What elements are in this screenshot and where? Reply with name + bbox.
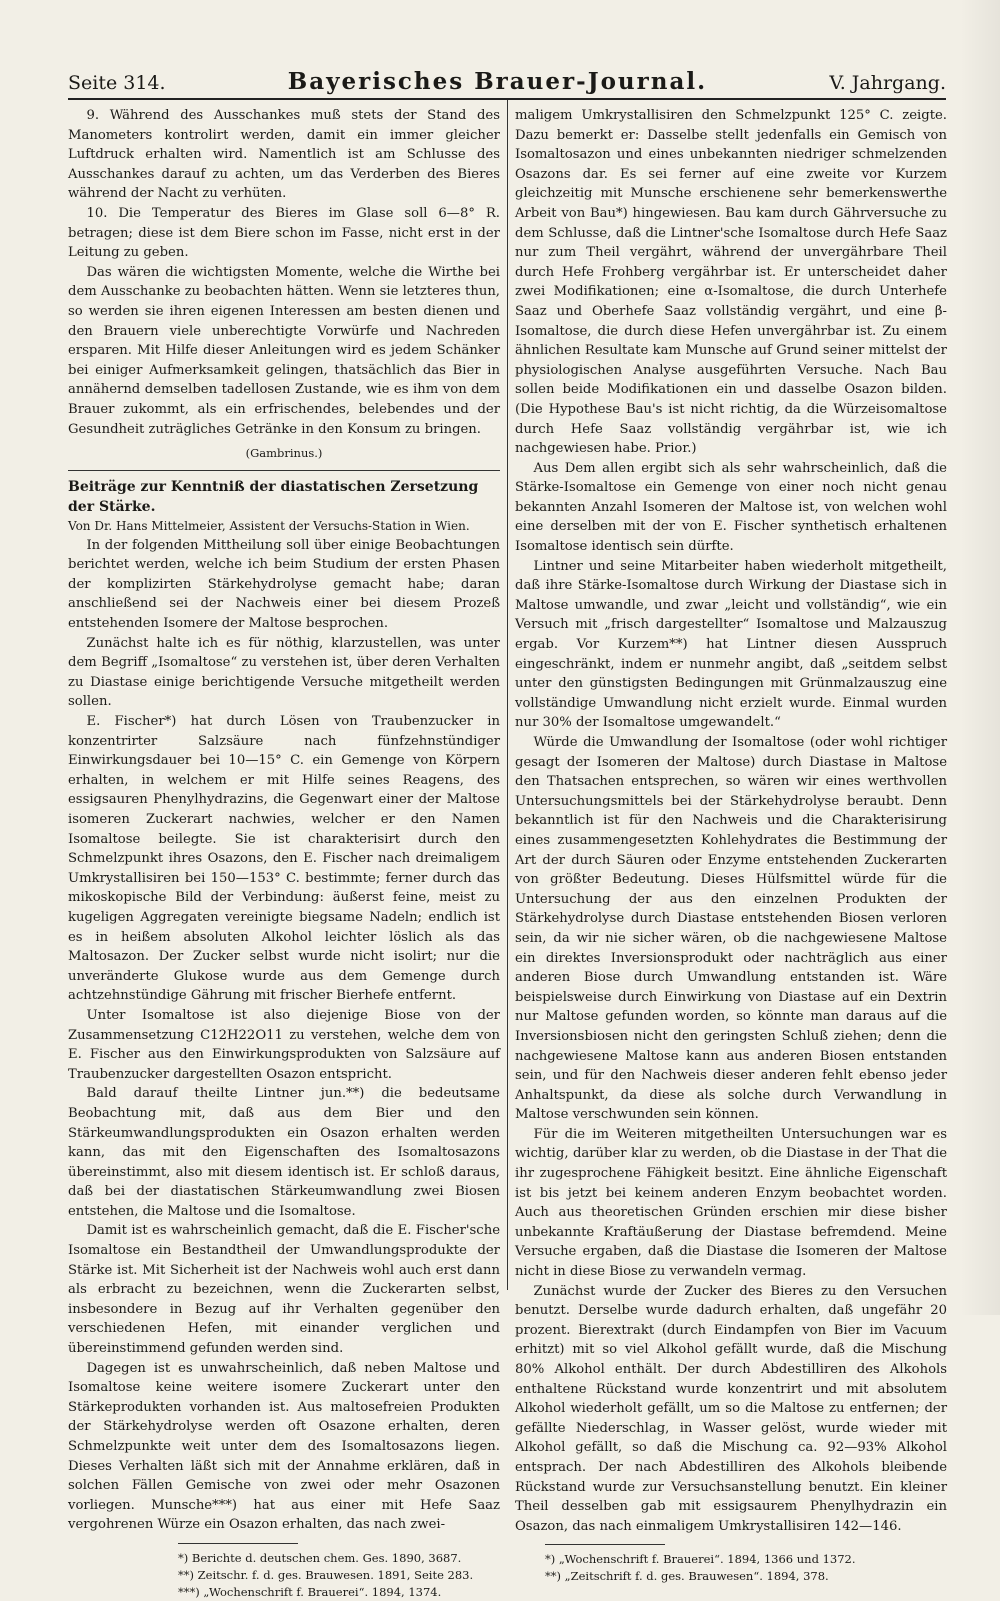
paragraph: Aus Dem allen ergibt sich als sehr wahrscheinlich, daß die Stärke-Isomaltose ein Gemenge von einer noch nicht genau bekannten Anzahl Isomeren der Maltose ist, von welchen wohl eine derselben mit der von E. Fischer synthetisch erhaltenen Isomaltose identisch sein dürfte. <box>515 460 947 555</box>
footnote: **) „Zeitschrift f. d. ges. Brauwesen“. 1894, 378. <box>545 1569 829 1584</box>
footnote: ***) „Wochenschrift f. Brauerei“. 1894, 1374. <box>178 1584 442 1599</box>
paragraph: maligem Umkrystallisiren den Schmelzpunkt 125° C. zeigte. Dazu bemerkt er: Dasselbe stellt jedenfalls ein Gemisch von Isomaltosazon und eines unbekannten niedriger schmelzenden Osazons dar. Es sei ferner auf eine zweite vor Kurzem gleichzeitig mit Munsche erschienene sehr bemerkenswerthe Arbeit von Bau*) hingewiesen. Bau kam durch Gährversuche zu dem Schlusse, daß die Lintner'sche Isomaltose durch Hefe Saaz nur zum Theil vergährt, während der unvergährbare Theil durch Hefe Frohberg vergährbar ist. Er unterscheidet daher zwei Modifikationen; eine α-Isomaltose, die durch Unterhefe Saaz und Oberhefe Saaz vollständig vergährt, und eine β-Isomaltose, die durch diese Hefen unvergährbar ist. Zu einem ähnlichen Resultate kam Munsche auf Grund seiner mittelst der physiologischen Analyse ausgeführten Versuche. Nach Bau sollen beide Modifikationen ein und dasselbe Osazon bilden. (Die Hypothese Bau's ist nicht richtig, da die Würzeisomaltose durch Hefe Saaz vollständig vergährbar ist, wie ich nachgewiesen habe. Prior.) <box>515 108 947 457</box>
paragraph: Würde die Umwandlung der Isomaltose (oder wohl richtiger gesagt der Isomeren der Maltose) durch Diastase in Maltose den Thatsachen entsprechen, so wären wir eines werthvollen Untersuchungsmittels bei der Stärkehydrolyse beraubt. Denn bekanntlich ist für den Nachweis und die Charakterisirung eines zusammengesetzten Kohlehydrates die Bestimmung der Art der durch Säuren oder Enzyme entstehenden Zuckerarten von größter Bedeutung. Dieses Hülfsmittel würde für die Untersuchung der aus den einzelnen Produkten der Stärkehydrolyse durch Diastase entstehenden Biosen verloren sein, da wir nie sicher wären, ob die nachgewiesene Maltose ein direktes Inversionsprodukt oder nachträglich aus einer anderen Biose durch Umwandlung entstanden ist. Wäre beispielsweise durch Einwirkung von Diastase auf ein Dextrin nur Maltose gefunden worden, so könnte man daraus auf die Inversionsbiosen nicht den geringsten Schluß ziehen; denn die nachgewiesene Maltose kann aus anderen Biosen entstanden sein, und für den Nachweis dieser anderen fehlt ebenso jeder Anhaltspunkt, da diese als solche durch Verwandlung in Maltose verschwunden sein können. <box>515 735 947 1123</box>
paragraph: Unter Isomaltose ist also diejenige Biose von der Zusammensetzung C12H22O11 zu verstehen, welche dem von E. Fischer aus den Einwirkungsprodukten von Salzsäure auf Traubenzucker dargestellten Osazon entspricht. <box>68 1007 500 1082</box>
column-divider <box>507 100 508 1290</box>
article-byline: Von Dr. Hans Mittelmeier, Assistent der Versuchs-Station in Wien. <box>68 518 470 533</box>
paragraph: 9. Während des Ausschankes muß stets der Stand des Manometers kontrolirt werden, damit ein immer gleicher Luftdruck erhalten wird. Namentlich ist am Schlusse des Ausschankes darauf zu achten, um das Verderben des Bieres während der Nacht zu verhüten. <box>68 108 500 202</box>
paragraph: Bald darauf theilte Lintner jun.**) die bedeutsame Beobachtung mit, daß aus dem Bier und den Stärkeumwandlungsprodukten ein Osazon erhalten werden kann, das mit den Eigenschaften des Isomaltosazons übereinstimmt, also mit diesem identisch ist. Er schloß daraus, daß bei der diastatischen Stärkeumwandlung zwei Biosen entstehen, die Maltose und die Isomaltose. <box>68 1086 500 1219</box>
page-number: Seite 314. <box>68 72 166 94</box>
paragraph: Damit ist es wahrscheinlich gemacht, daß die E. Fischer'sche Isomaltose ein Bestandtheil der Umwandlungsprodukte der Stärke ist. Mit Sicherheit ist der Nachweis wohl auch erst dann als erbracht zu bezeichnen, wenn die Zuckerarten selbst, insbesondere in Bezug auf ihr Verhalten gegenüber den verschiedenen Hefen, mit einander verglichen und übereinstimmend gefunden werden sind. <box>68 1223 500 1357</box>
paragraph: Lintner und seine Mitarbeiter haben wiederholt mitgetheilt, daß ihre Stärke-Isomaltose durch Wirkung der Diastase sich in Maltose umwandle, und zwar „leicht und vollständig“, wie ein Versuch mit „frisch dargestellter“ Isomaltose und Malzauszug ergab. Vor Kurzem**) hat Lintner diesen Ausspruch eingeschränkt, indem er nunmehr angibt, daß „seitdem selbst unter den günstigsten Bedingungen mit Grünmalzauszug eine vollständige Umwandlung nicht erzielt wurde. Einmal wurden nur 30% der Isomaltose umgewandelt.“ <box>515 558 947 731</box>
paragraph: Zunächst halte ich es für nöthig, klarzustellen, was unter dem Begriff „Isomaltose“ zu verstehen ist, über deren Verhalten zu Diastase einige berichtigende Versuche mitgetheilt werden sollen. <box>68 635 500 710</box>
page-header <box>68 68 946 98</box>
page-edge-shadow <box>960 0 1000 1315</box>
right-column <box>515 106 947 1585</box>
paragraph: 10. Die Temperatur des Bieres im Glase soll 6—8° R. betragen; diese ist dem Biere schon im Fasse, nicht erst in der Leitung zu geben. <box>68 205 500 261</box>
paragraph: Dagegen ist es unwahrscheinlich, daß neben Maltose und Isomaltose keine weitere isomere Zuckerart unter den Stärkeprodukten vorhanden ist. Aus maltosefreien Produkten der Stärkehydrolyse werden oft Osazone erhalten, deren Schmelzpunkte weit unter dem des Isomaltosazons liegen. Dieses Verhalten läßt sich mit der Annahme erklären, daß in solchen Fällen Gemische von zwei oder mehr Osazonen vorliegen. Munsche***) hat aus einer mit Hefe Saaz vergohrenen Würze ein Osazon erhalten, das nach zwei- <box>68 1360 500 1533</box>
paragraph: In der folgenden Mittheilung soll über einige Beobachtungen berichtet werden, welche ich beim Studium der ersten Phasen der komplizirten Stärkehydrolyse gemacht habe; daran anschließend sei der Nachweis einer bei diesem Prozeß entstehenden Isomere der Maltose besprochen. <box>68 537 500 632</box>
section-separator <box>68 470 500 471</box>
footnote-rule <box>545 1544 665 1545</box>
paragraph: E. Fischer*) hat durch Lösen von Traubenzucker in konzentrirter Salzsäure nach fünfzehnstündiger Einwirkungsdauer bei 10—15° C. ein Gemenge von Körpern erhalten, in welchem er mit Hilfe seines Reagens, des essigsauren Phenylhydrazins, die Gegenwart einer der Maltose isomeren Zuckerart nachwies, welcher er den Namen Isomaltose beilegte. Sie ist charakterisirt durch den Schmelzpunkt ihres Osazons, den E. Fischer nach dreimaligem Umkrystallisiren bei 150—153° C. bestimmte; ferner durch das mikoskopische Bild der Verbindung: äußerst feine, meist zu kugeligen Aggregaten vereinigte biegsame Nadeln; endlich ist es in heißem absoluten Alkohol leichter löslich als das Maltosazon. Der Zucker selbst wurde nicht isolirt; nur die unveränderte Glukose wurde aus dem Gemenge durch achtzehnstündige Gährung mit frischer Bierhefe entfernt. <box>68 714 500 1004</box>
footnote: **) Zeitschr. f. d. ges. Brauwesen. 1891, Seite 283. <box>178 1567 474 1582</box>
volume-label: V. Jahrgang. <box>829 72 946 94</box>
paragraph: Das wären die wichtigsten Momente, welche die Wirthe bei dem Ausschanke zu beobachten hätten. Wenn sie letzteres thun, so werden sie ihren eigenen Interessen am besten dienen und den Brauern viele unberechtigte Vorwürfe und Nachreden ersparen. Mit Hilfe dieser Anleitungen wird es jedem Schänker bei einiger Aufmerksamkeit gelingen, thatsächlich das Bier in annähernd demselben tadellosen Zustande, wie es ihm von dem Brauer zukommt, als ein erfrischendes, belebendes und der Gesundheit zuträgliches Getränke in den Konsum zu bringen. <box>68 264 500 437</box>
footnote: *) Berichte d. deutschen chem. Ges. 1890, 3687. <box>178 1550 462 1565</box>
journal-title: Bayerisches Brauer-Journal. <box>287 68 708 95</box>
left-column <box>68 106 500 1601</box>
source-citation: (Gambrinus.) <box>245 446 323 461</box>
paragraph: Für die im Weiteren mitgetheilten Untersuchungen war es wichtig, darüber klar zu werden, ob die Diastase in der That die ihr zugesprochene Fähigkeit besitzt. Eine ähnliche Eigenschaft ist bis jetzt bei keinem anderen Enzym beobachtet worden. Auch aus theoretischen Gründen erschien mir diese bisher unbekannte Kraftäußerung der Diastase befremdend. Meine Versuche ergaben, daß die Diastase die Isomeren der Maltose nicht in diese Biose zu verwandeln vermag. <box>515 1126 947 1280</box>
footnote: *) „Wochenschrift f. Brauerei“. 1894, 1366 und 1372. <box>545 1552 856 1567</box>
paragraph: Zunächst wurde der Zucker des Bieres zu den Versuchen benutzt. Derselbe wurde dadurch erhalten, daß ungefähr 20 prozent. Bierextrakt (durch Eindampfen von Bier im Vacuum erhitzt) mit so viel Alkohol gefällt wurde, daß die Mischung 80% Alkohol enthält. Der durch Abdestilliren des Alkohols enthaltene Rückstand wurde konzentrirt und mit absolutem Alkohol wiederholt gefällt, um so die Maltose zu entfernen; der gefällte Niederschlag, in Wasser gelöst, wurde wieder mit Alkohol gefällt, so daß die Mischung ca. 92—93% Alkohol entsprach. Der nach Abdestilliren des Alkohols bleibende Rückstand wurde zur Versuchsanstellung benutzt. Ein kleiner Theil desselben gab mit essigsaurem Phenylhydrazin ein Osazon, das nach einmaligem Umkrystallisiren 142—146. <box>515 1283 947 1534</box>
footnote-rule <box>178 1543 298 1544</box>
article-title: Beiträge zur Kenntniß der diastatischen Zersetzung der Stärke. <box>68 478 479 515</box>
